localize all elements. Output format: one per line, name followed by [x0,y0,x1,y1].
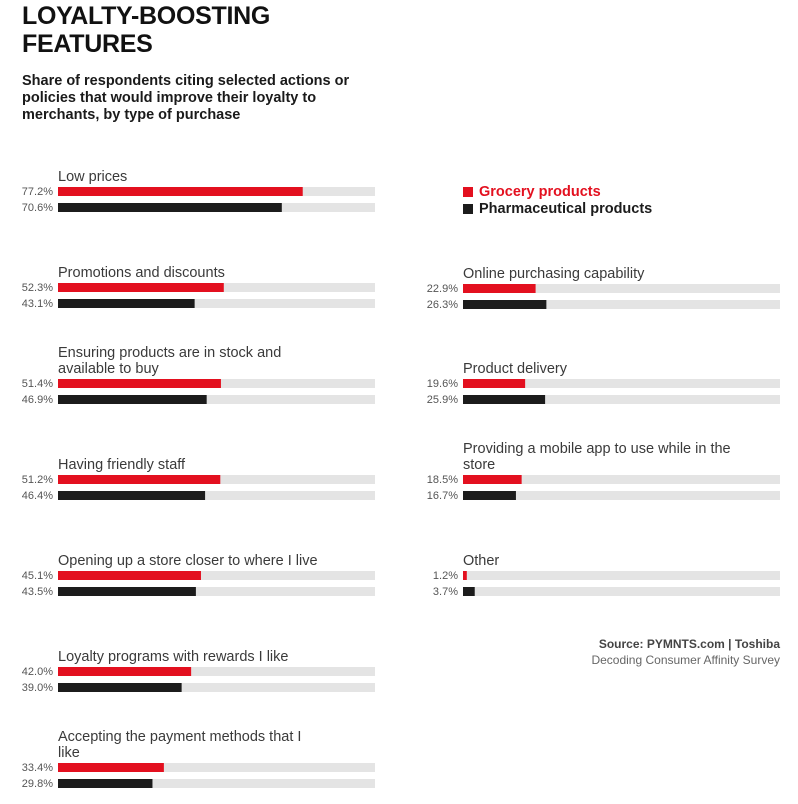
category-label: available to buy [58,361,159,377]
bar-track [463,587,780,596]
source-survey-line: Decoding Consumer Affinity Survey [591,653,780,667]
category-label: Having friendly staff [58,457,186,473]
value-label: 19.6% [426,378,458,390]
bar-pharma [58,683,182,692]
bar-grocery [463,284,536,293]
bar-grocery [58,283,224,292]
bar-grocery [58,475,220,484]
source-note [591,636,780,668]
value-label: 43.1% [21,298,53,310]
bar-grocery [463,475,522,484]
bar-grocery [463,571,467,580]
category-label: Loyalty programs with rewards I like [58,649,289,665]
value-label: 25.9% [426,394,458,406]
category-label: Opening up a store closer to where I live [58,553,318,569]
legend-label-pharma: Pharmaceutical products [479,200,653,217]
bar-pharma [58,299,195,308]
category-label: Other [463,553,500,569]
value-label: 51.4% [21,378,53,390]
value-label: 33.4% [21,762,53,774]
bar-pharma [58,395,207,404]
bar-pharma [463,300,546,309]
category-label: Low prices [58,169,128,185]
value-label: 3.7% [432,586,458,598]
value-label: 43.5% [21,586,53,598]
legend-label-grocery: Grocery products [479,183,601,200]
value-label: 52.3% [21,282,53,294]
category-label: Ensuring products are in stock and [58,345,282,361]
value-label: 77.2% [21,186,53,198]
bar-pharma [58,587,196,596]
value-label: 39.0% [21,682,53,694]
bar-grocery [463,379,525,388]
bar-grocery [58,379,221,388]
value-label: 26.3% [426,299,458,311]
chart-subtitle: Share of respondents citing selected actions or policies that would improve their loyalty to merchants, by type of purchase [22,73,350,123]
category-label: Providing a mobile app to use while in the [463,441,731,457]
category-label: like [58,745,80,761]
bar-pharma [463,587,475,596]
category-label: Online purchasing capability [463,266,645,282]
category-label: store [463,457,496,473]
value-label: 22.9% [426,283,458,295]
value-label: 70.6% [21,202,53,214]
value-label: 46.9% [21,394,53,406]
value-label: 46.4% [21,490,53,502]
value-label: 16.7% [426,490,458,502]
value-label: 29.8% [21,778,53,790]
source-line: Source: PYMNTS.com | Toshiba [598,637,780,651]
bar-pharma [463,395,545,404]
value-label: 42.0% [21,666,53,678]
bar-grocery [58,667,191,676]
value-label: 45.1% [21,570,53,582]
bar-pharma [58,491,205,500]
bar-grocery [58,571,201,580]
bar-grocery [58,763,164,772]
value-label: 18.5% [426,474,458,486]
category-label: Product delivery [463,361,567,377]
bar-pharma [58,779,152,788]
value-label: 1.2% [432,570,458,582]
chart-title: LOYALTY-BOOSTING FEATURES [22,2,270,58]
category-label: Accepting the payment methods that I [58,729,302,745]
category-label: Promotions and discounts [58,265,225,281]
bar-pharma [58,203,282,212]
value-label: 51.2% [21,474,53,486]
bar-track [463,571,780,580]
bar-grocery [58,187,303,196]
bar-pharma [463,491,516,500]
